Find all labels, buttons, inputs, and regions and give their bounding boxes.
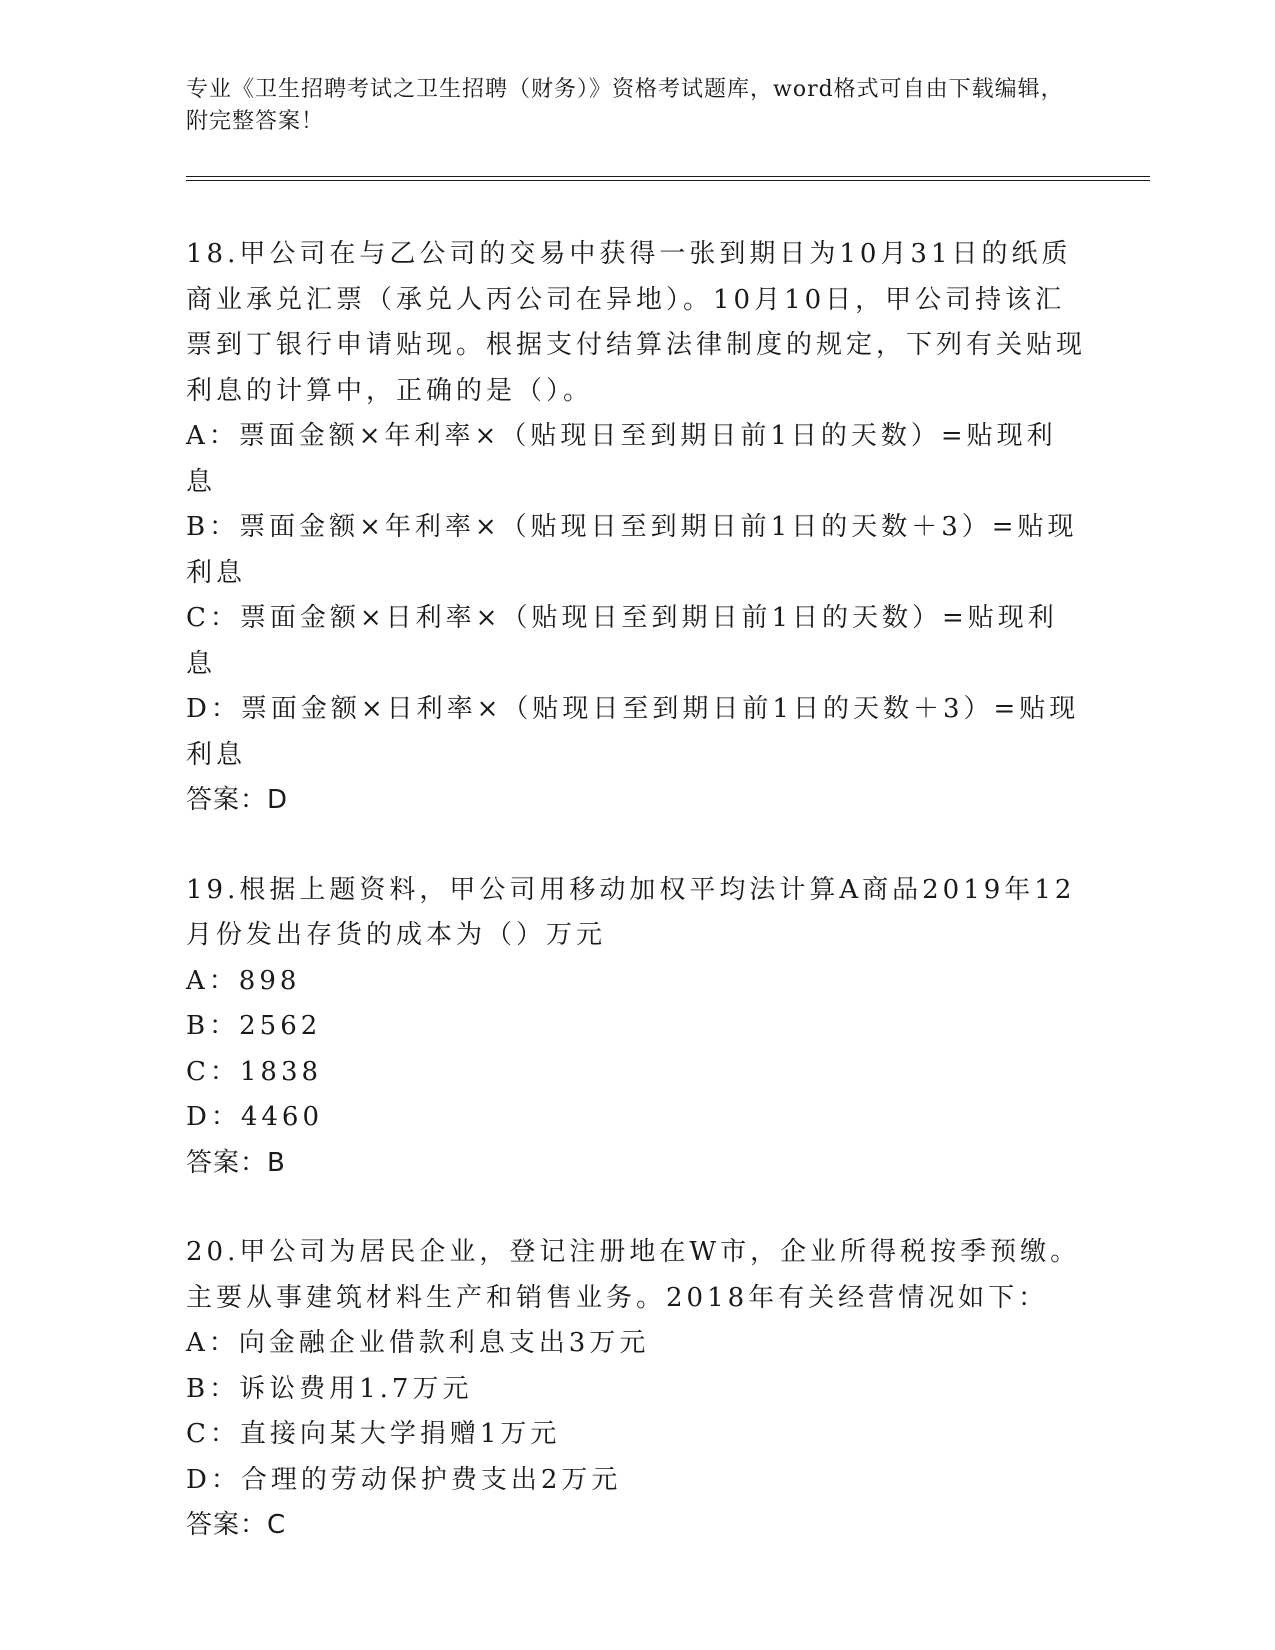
question-text: 18.甲公司在与乙公司的交易中获得一张到期日为10月31日的纸质商业承兑汇票（承兑人丙公司在异地）。10月10日，甲公司持该汇票到丁银行申请贴现。根据支付结算法律制度的规定，下列有关贴现利息的计算中，正确的是（）。 <box>186 239 1087 406</box>
option-b: B：2562 <box>186 1011 322 1041</box>
question-text: 19.根据上题资料，甲公司用移动加权平均法计算A商品2019年12月份发出存货的成本为（）万元 <box>186 874 1076 950</box>
option-c: C：票面金额×日利率×（贴现日至到期日前1日的天数）=贴现利息 <box>186 603 1058 679</box>
question-19 <box>186 868 1086 1187</box>
option-b: B：诉讼费用1.7万元 <box>186 1373 473 1404</box>
option-b: B：票面金额×年利率×（贴现日至到期日前1日的天数＋3）=贴现利息 <box>186 512 1078 588</box>
option-d: D：合理的劳动保护费支出2万元 <box>186 1464 622 1495</box>
option-a: A：票面金额×年利率×（贴现日至到期日前1日的天数）=贴现利息 <box>186 421 1057 497</box>
answer: 答案：B <box>186 1147 286 1178</box>
option-a: A：向金融企业借款利息支出3万元 <box>186 1328 650 1358</box>
document-header: 专业《卫生招聘考试之卫生招聘（财务）》资格考试题库，word格式可自由下载编辑，附完整答案！ <box>186 77 1064 134</box>
answer: 答案：C <box>186 1510 287 1540</box>
option-c: C：1838 <box>186 1056 323 1087</box>
option-a: A：898 <box>186 965 301 996</box>
option-c: C：直接向某大学捐赠1万元 <box>186 1419 561 1449</box>
option-d: D：4460 <box>186 1102 324 1132</box>
question-text: 20.甲公司为居民企业，登记注册地在W市，企业所得税按季预缴。主要从事建筑材料生产和销售业务。2018年有关经营情况如下： <box>186 1237 1081 1313</box>
option-d: D：票面金额×日利率×（贴现日至到期日前1日的天数＋3）=贴现利息 <box>186 694 1080 770</box>
question-list <box>186 232 1086 1593</box>
answer: 答案：D <box>186 785 289 815</box>
question-18 <box>186 232 1086 824</box>
question-20 <box>186 1230 1086 1549</box>
header-divider <box>186 176 1150 181</box>
